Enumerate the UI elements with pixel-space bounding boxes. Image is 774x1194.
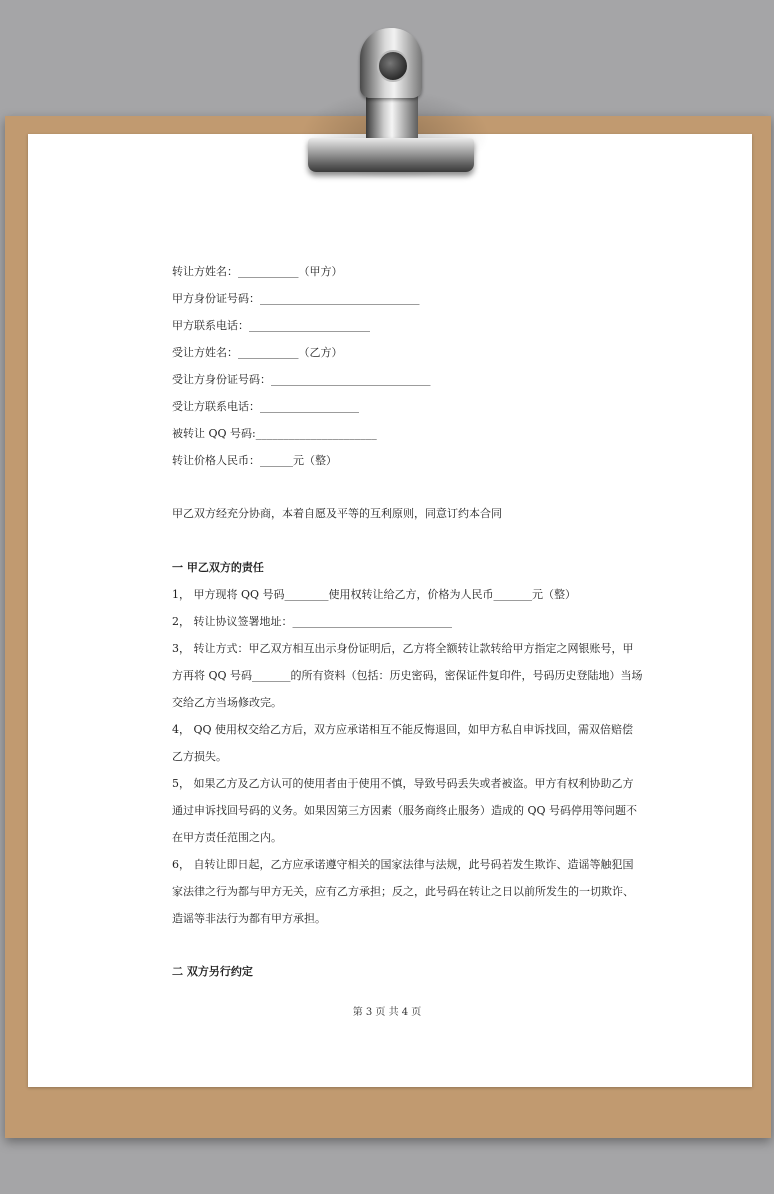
- intro-paragraph: 甲乙双方经充分协商，本着自愿及平等的互利原则，同意订约本合同: [172, 507, 502, 520]
- party-a-phone-line: 甲方联系电话：______________________: [172, 319, 370, 332]
- clause-5-line-3: 在甲方责任范围之内。: [172, 831, 282, 844]
- party-a-id-line: 甲方身份证号码：_____________________________: [172, 292, 420, 305]
- clause-6-line-3: 造谣等非法行为都有甲方承担。: [172, 912, 326, 925]
- clause-5-line-1: 5， 如果乙方及乙方认可的使用者由于使用不慎，导致号码丢失或者被盗。甲方有权利协助乙方: [172, 777, 634, 790]
- clause-5-line-2: 通过申诉找回号码的义务。如果因第三方因素（服务商终止服务）造成的 QQ 号码停用等问题不: [172, 804, 638, 817]
- clause-4-line-2: 乙方损失。: [172, 750, 227, 763]
- party-b-phone-line: 受让方联系电话：__________________: [172, 400, 359, 413]
- clause-2: 2， 转让协议签署地址：_____________________________: [172, 615, 452, 628]
- clause-6-line-1: 6， 自转让即日起，乙方应承诺遵守相关的国家法律与法规，此号码若发生欺诈、造谣等触犯国: [172, 858, 634, 871]
- transferee-name-line: 受让方姓名：___________（乙方）: [172, 346, 343, 359]
- clause-6-line-2: 家法律之行为都与甲方无关，应有乙方承担；反之，此号码在转让之日以前所发生的一切欺诈、: [172, 885, 634, 898]
- party-b-id-line: 受让方身份证号码：_____________________________: [172, 373, 431, 386]
- price-line: 转让价格人民币：______元（整）: [172, 454, 337, 467]
- section-heading-1: 一 甲乙双方的责任: [172, 561, 264, 574]
- clause-1: 1， 甲方现将 QQ 号码________使用权转让给乙方，价格为人民币_______元（整）: [172, 588, 577, 601]
- transferor-name-line: 转让方姓名：___________（甲方）: [172, 265, 343, 278]
- clause-3-line-1: 3， 转让方式：甲乙双方相互出示身份证明后，乙方将全额转让款转给甲方指定之网银账号，甲: [172, 642, 634, 655]
- page-number-footer: 第 3 页 共 4 页: [352, 1007, 422, 1018]
- clause-4-line-1: 4， QQ 使用权交给乙方后，双方应承诺相互不能反悔退回，如甲方私自申诉找回，需双倍赔偿: [172, 723, 634, 736]
- qq-number-line: 被转让 QQ 号码:______________________: [172, 427, 377, 440]
- clause-3-line-3: 交给乙方当场修改完。: [172, 696, 282, 709]
- section-heading-2: 二 双方另行约定: [172, 965, 253, 978]
- clause-3-line-2: 方再将 QQ 号码_______的所有资料（包括：历史密码，密保证件复印件，号码历史登陆地）当场: [172, 669, 643, 682]
